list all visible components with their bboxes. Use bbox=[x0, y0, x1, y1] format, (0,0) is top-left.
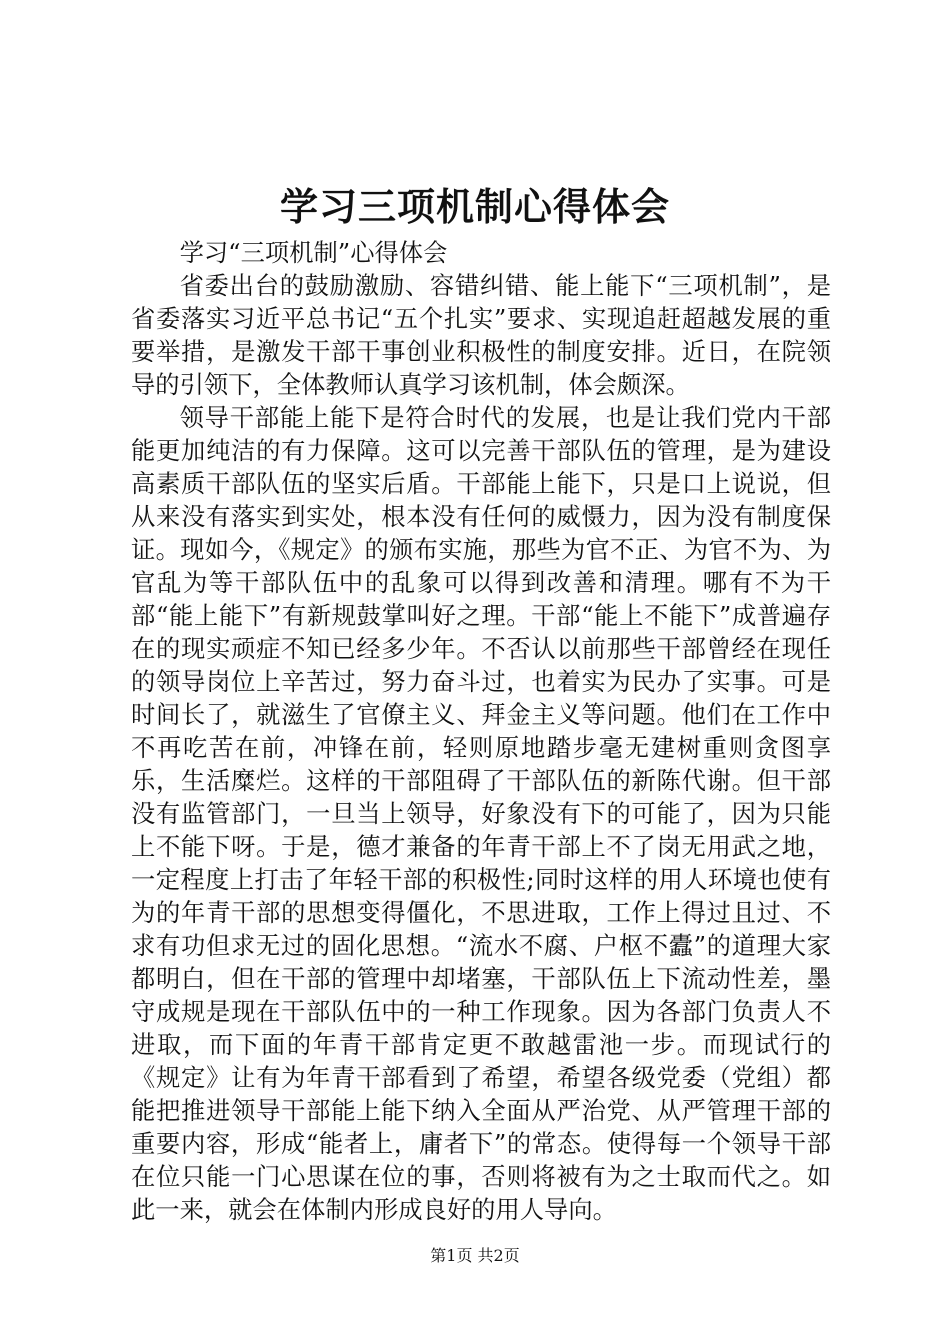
page-footer: 第1页 共2页 bbox=[430, 1246, 520, 1265]
main-paragraph: 领导干部能上能下是符合时代的发展，也是让我们党内干部能更加纯洁的有力保障。这可以完善干部队伍的管理，是为建设高素质干部队伍的坚实后盾。干部能上能下，只是口上说说，但从来没有落实到实处，根本没有任何的威慑力，因为没有制度保证。现如今，《规定》的颁布实施，那些为官不正、为官不为、为官乱为等干部队伍中的乱象可以得到改善和清理。哪有不为干部“能上能下”有新规鼓掌叫好之理。干部“能上不能下”成普遍存在的现实顽症不知已经多少年。不否认以前那些干部曾经在现任的领导岗位上辛苦过，努力奋斗过，也着实为民办了实事。可是时间长了，就滋生了官僚主义、拜金主义等问题。他们在工作中不再吃苦在前，冲锋在前，轻则原地踏步毫无建树重则贪图享乐，生活糜烂。这样的干部阻碍了干部队伍的新陈代谢。但干部没有监管部门，一旦当上领导，好象没有下的可能了，因为只能上不能下呀。于是，德才兼备的年青干部上不了岗无用武之地，一定程度上打击了年轻干部的积极性;同时这样的用人环境也使有为的年青干部的思想变得僵化，不思进取，工作上得过且过、不求有功但求无过的固化思想。“流水不腐、户枢不蠹”的道理大家都明白，但在干部的管理中却堵塞，干部队伍上下流动性差，墨守成规是现在干部队伍中的一种工作现象。因为各部门负责人不进取，而下面的年青干部肯定更不敢越雷池一步。而现试行的《规定》让有为年青干部看到了希望，希望各级党委（党组）都能把推进领导干部能上能下纳入全面从严治党、从严管理干部的重要内容，形成“能者上，庸者下”的常态。使得每一个领导干部在位只能一门心思谋在位的事，否则将被有为之士取而代之。如此一来，就会在体制内形成良好的用人导向。 bbox=[131, 403, 831, 1224]
subtitle-paragraph: 学习“三项机制”心得体会 bbox=[179, 238, 448, 267]
intro-paragraph: 省委出台的鼓励激励、容错纠错、能上能下“三项机制”，是省委落实习近平总书记“五个扎实”要求、实现追赶超越发展的重要举措，是激发干部干事创业积极性的制度安排。近日，在院领导的引领下，全体教师认真学习该机制，体会颇深。 bbox=[131, 271, 831, 399]
document-body bbox=[131, 236, 831, 1226]
document-title: 学习三项机制心得体会 bbox=[279, 184, 670, 229]
